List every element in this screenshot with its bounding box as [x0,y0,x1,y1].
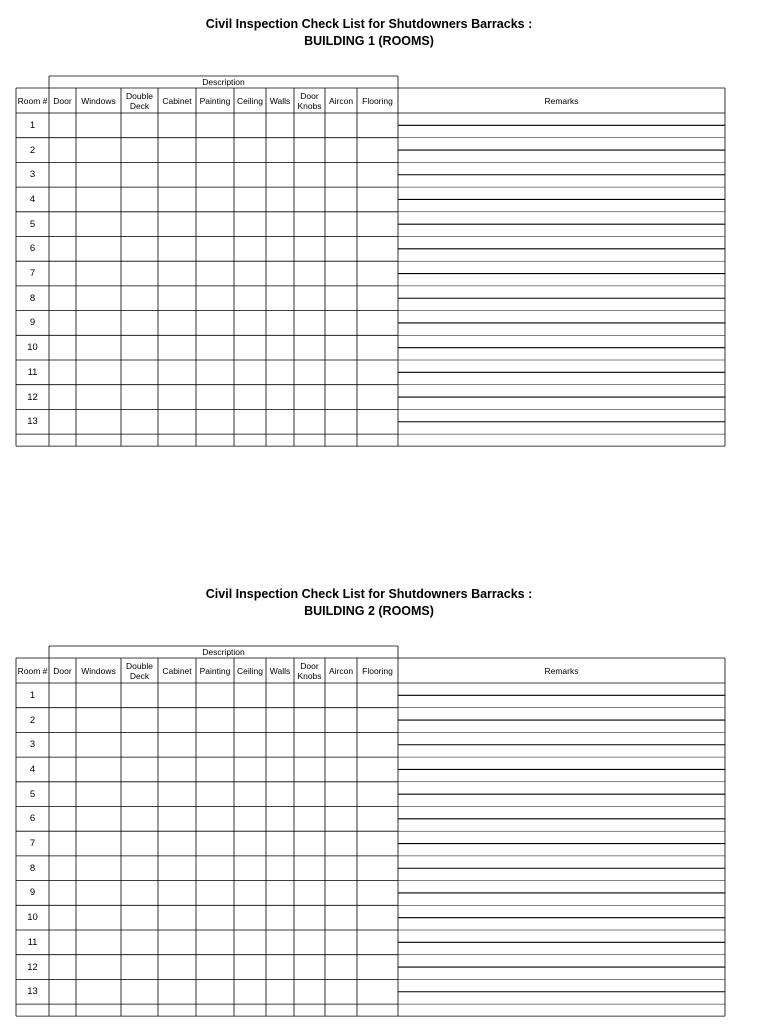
room-number: 12 [27,961,38,973]
room-number: 8 [29,862,36,874]
table-grid [16,646,725,1018]
column-header: Cabinet [162,95,192,106]
room-number: 6 [29,813,36,825]
column-header: Flooring [362,665,393,676]
room-number: 12 [27,391,38,403]
sheet-1-title [0,16,738,50]
room-number: 2 [29,714,36,726]
column-header: Door [53,665,72,676]
column-header: Walls [269,95,291,106]
column-header: Door [53,95,72,106]
room-number: 13 [27,416,38,428]
column-header: Ceiling [237,95,263,106]
column-header: Flooring [362,95,393,106]
column-header: Aircon [328,665,354,676]
sheet-title-line2: BUILDING 1 (ROOMS) [304,34,434,48]
remarks-header: Remarks [544,95,579,106]
column-header: Double Deck [126,90,153,111]
sheet-2-title [0,586,738,620]
room-number: 3 [29,739,36,751]
sheet-title-line1: Civil Inspection Check List for Shutdowners Barracks : [205,17,533,31]
column-header: Aircon [328,95,354,106]
column-header: Painting [199,665,231,676]
sheet-1-table [16,76,725,451]
room-number: 5 [29,218,36,230]
room-number: 1 [29,119,36,131]
column-header: Cabinet [162,665,192,676]
column-header: Room # [17,95,48,106]
column-header: Windows [81,95,116,106]
sheet-title-line2: BUILDING 2 (ROOMS) [304,604,434,618]
room-number: 4 [29,763,36,775]
room-number: 10 [27,342,38,354]
room-number: 9 [29,317,36,329]
room-number: 1 [29,689,36,701]
column-header: Door Knobs [297,90,322,111]
sheet-2-table [16,646,725,1021]
room-number: 2 [29,144,36,156]
column-header: Ceiling [237,665,263,676]
column-header: Windows [81,665,116,676]
room-number: 9 [29,887,36,899]
column-header: Walls [269,665,291,676]
room-number: 5 [29,788,36,800]
room-number: 11 [27,936,38,948]
room-number: 11 [27,366,38,378]
description-header: Description [202,77,245,87]
room-number: 4 [29,193,36,205]
room-number: 3 [29,169,36,181]
sheet-title-line1: Civil Inspection Check List for Shutdowners Barracks : [205,587,533,601]
description-header: Description [202,647,245,657]
table-grid [16,76,725,448]
room-number: 8 [29,292,36,304]
column-header: Door Knobs [297,660,322,681]
column-header: Painting [199,95,231,106]
column-header: Room # [17,665,48,676]
column-header: Double Deck [126,660,153,681]
remarks-header: Remarks [544,665,579,676]
room-number: 10 [27,912,38,924]
room-number: 6 [29,243,36,255]
room-number: 13 [27,986,38,998]
room-number: 7 [29,838,36,850]
room-number: 7 [29,268,36,280]
